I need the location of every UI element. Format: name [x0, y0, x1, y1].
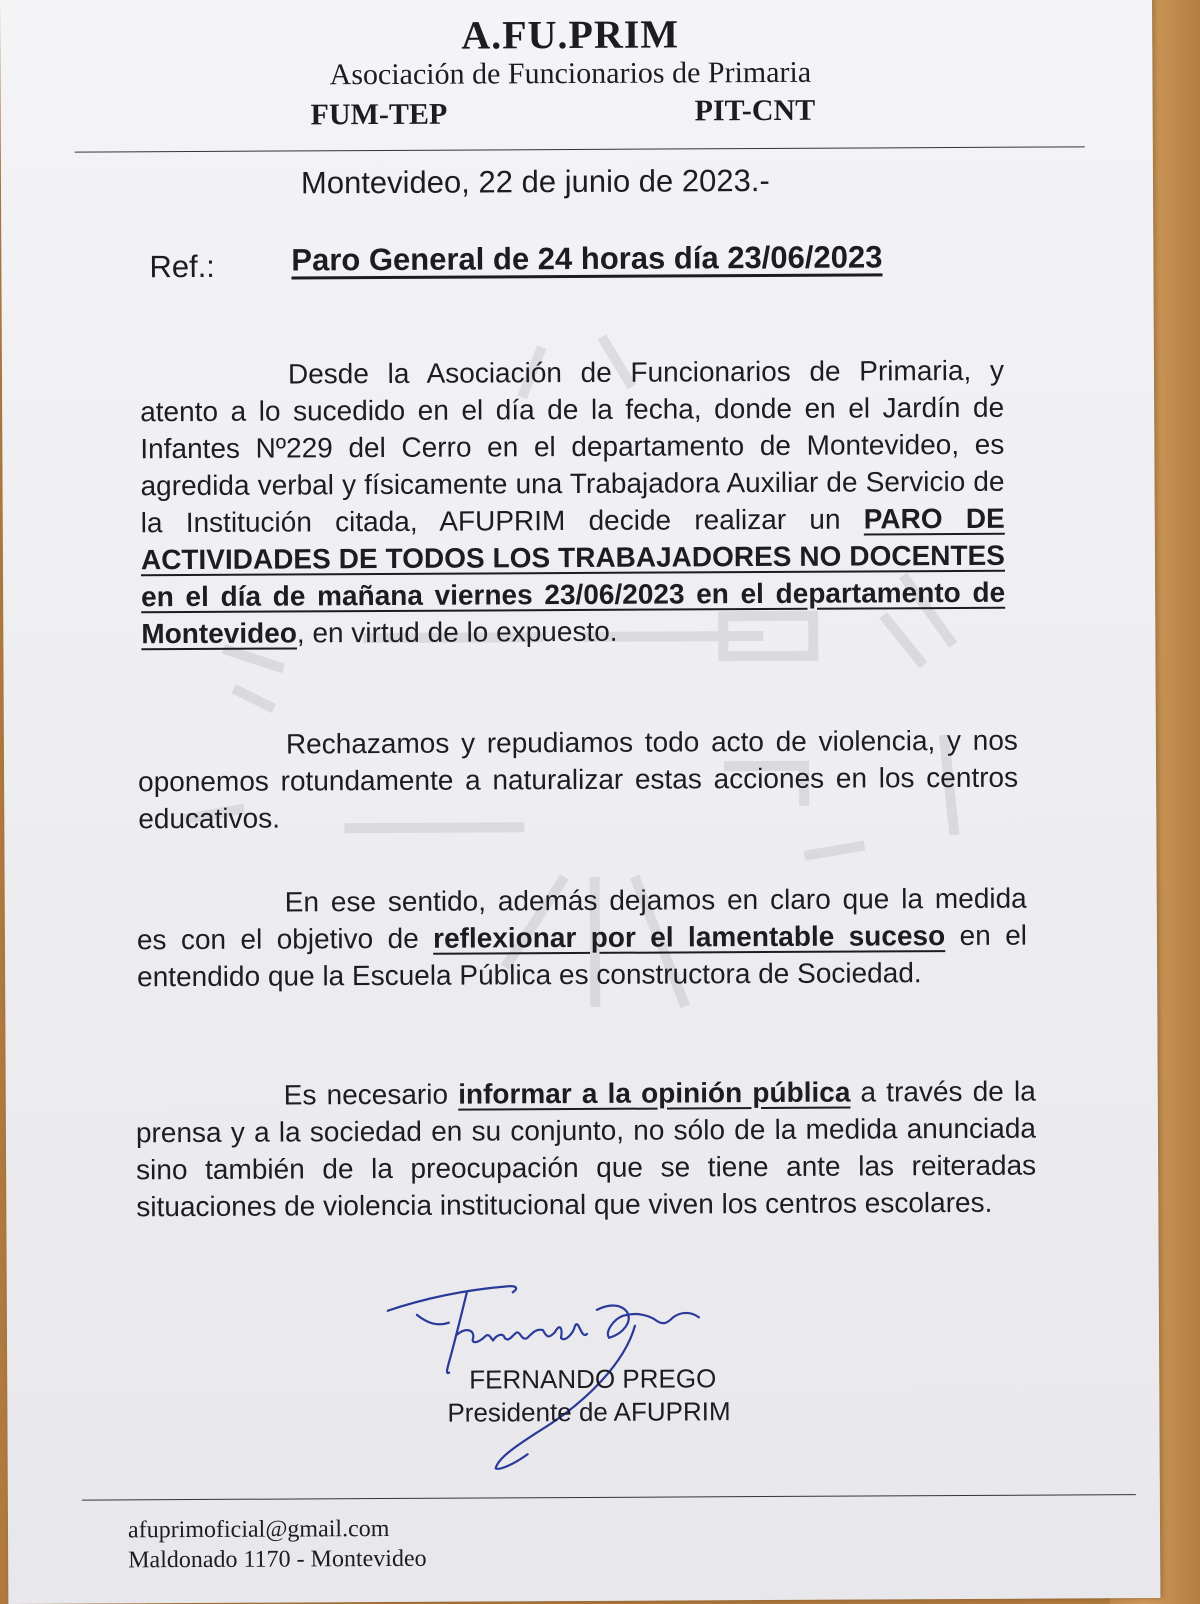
header-divider	[75, 146, 1085, 152]
paragraph-text: , en virtud de lo expuesto.	[296, 615, 618, 649]
paragraph-text: Es necesario	[283, 1078, 459, 1111]
signatory-name: FERNANDO PREGO	[469, 1363, 717, 1395]
affiliation-pit-cnt: PIT-CNT	[694, 93, 816, 128]
paragraph-text: a través de la prensa y a la sociedad en su conjunto, no sólo de la medida anunciada sino también de la preocupación que se tiene ante las reiteradas situaciones de violencia institucional que viven los centros escolares.	[135, 1075, 1037, 1223]
footer-email: afuprimoficial@gmail.com	[127, 1515, 390, 1544]
paragraph-text: Desde la Asociación de Funcionarios de Primaria, y atento a lo sucedido en el día de la fecha, donde en el Jardín de Infantes Nº229 del Cerro en el departamento de Montevideo, es agredida verbal y físicamente una Trabajadora Auxiliar de Servicio de la Institución citada, AFUPRIM decide realizar un	[140, 354, 1005, 539]
date-line: Montevideo, 22 de junio de 2023.-	[300, 162, 770, 201]
signatory-role: Presidente de AFUPRIM	[447, 1396, 731, 1428]
affiliation-fum-tep: FUM-TEP	[310, 97, 448, 132]
organization-name: Asociación de Funcionarios de Primaria	[329, 55, 812, 92]
highlighted-text: PARO DE ACTIVIDADES DE TODOS LOS TRABAJADORES NO DOCENTES en el día de mañana viernes 23/06/2023 en el departamento de Montevideo	[140, 502, 1006, 650]
footer-address: Maldonado 1170 - Montevideo	[128, 1545, 427, 1574]
reference-subject: Paro General de 24 horas día 23/06/2023	[291, 239, 883, 278]
highlighted-text: reflexionar por el lamentable suceso	[433, 920, 946, 954]
paragraph-text: En ese sentido, además dejamos en claro que la medida es con el objetivo de	[136, 882, 1027, 956]
paragraph-rejection: Rechazamos y repudiamos todo acto de violencia, y nos oponemos rotundamente a naturalizar estas acciones en los centros educativos.	[138, 724, 1019, 835]
paragraph-public-information	[136, 1073, 1037, 1226]
reference-label: Ref.:	[149, 248, 215, 285]
highlighted-text: informar a la opinión pública	[458, 1076, 851, 1110]
paragraph-purpose	[137, 880, 1028, 996]
paragraph-text: en el entendido que la Escuela Pública es constructora de Sociedad.	[137, 919, 1028, 993]
organization-acronym: A.FU.PRIM	[461, 11, 680, 58]
paragraph-announcement	[140, 352, 1006, 653]
footer-divider	[82, 1494, 1136, 1501]
